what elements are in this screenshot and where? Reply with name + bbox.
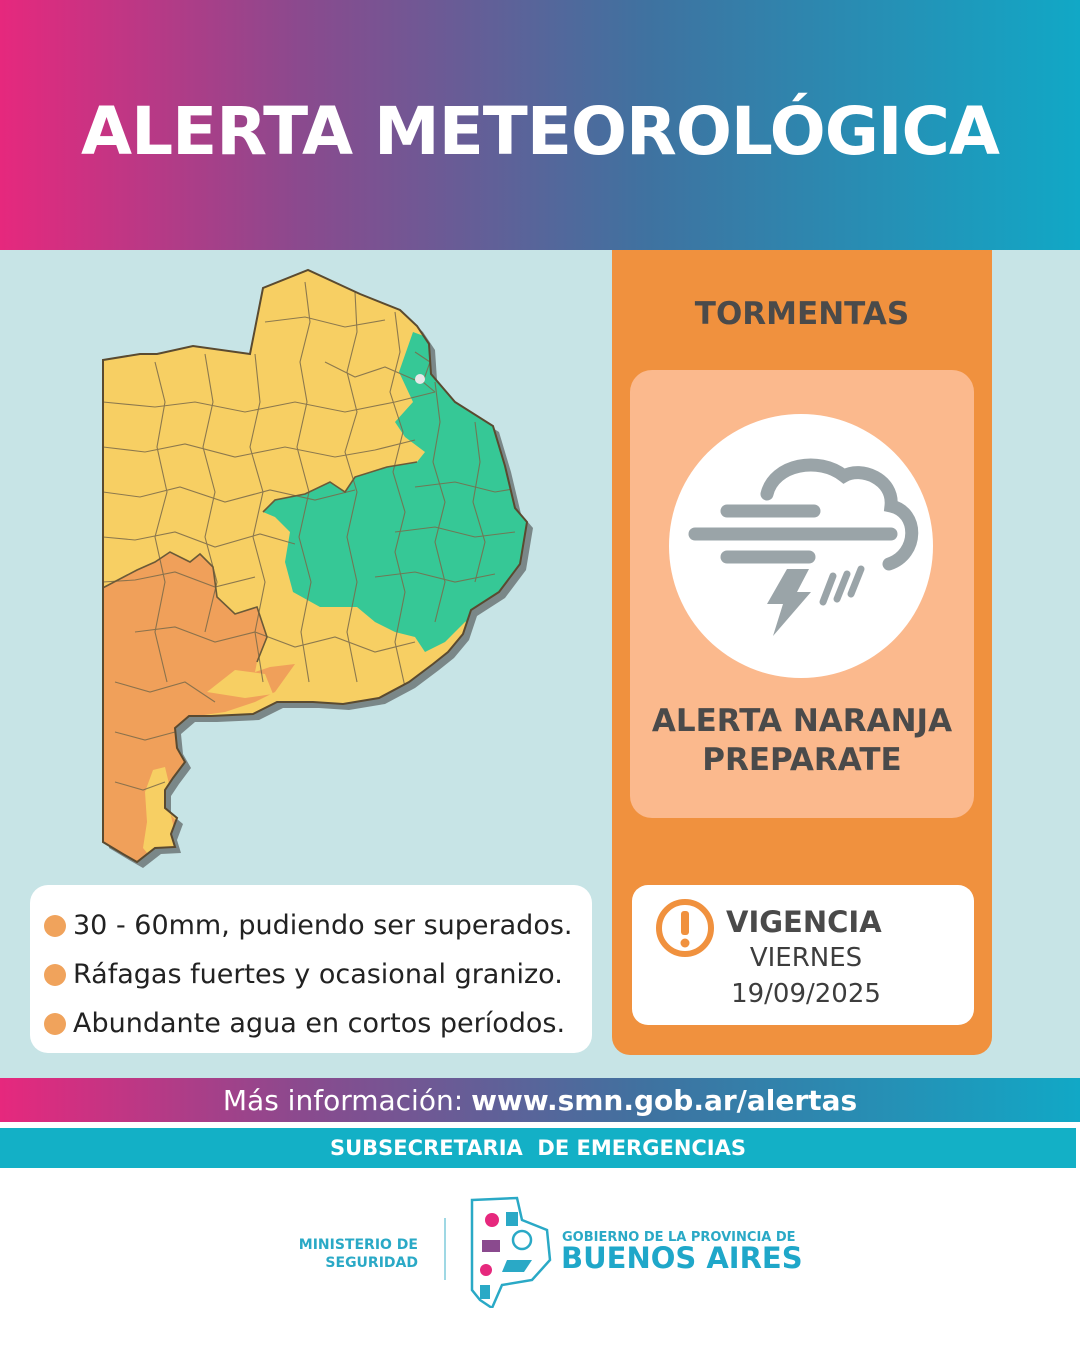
validity-day: VIERNES <box>749 943 863 973</box>
bullet-dot-icon <box>44 1013 66 1035</box>
storm-icon-circle <box>669 414 933 678</box>
province-logo-icon <box>462 1190 554 1308</box>
validity-title: VIGENCIA <box>726 905 882 939</box>
bullet-dot-icon <box>44 964 66 986</box>
province-map <box>95 262 535 882</box>
bullet-dot-icon <box>44 915 66 937</box>
validity-date: 19/09/2025 <box>731 979 881 1009</box>
capital-marker <box>415 374 425 384</box>
more-info-link[interactable]: www.smn.gob.ar/alertas <box>471 1083 858 1117</box>
footer <box>0 1170 1080 1350</box>
detail-item <box>44 999 592 1048</box>
warning-icon <box>654 897 716 959</box>
alert-level-line: ALERTA NARANJA <box>651 703 953 739</box>
ministry-line: SEGURIDAD <box>325 1255 418 1271</box>
more-info-label: Más información: <box>222 1083 464 1117</box>
alert-level-text <box>630 702 974 780</box>
details-card <box>30 885 592 1053</box>
ministry-line: MINISTERIO DE <box>298 1237 418 1253</box>
detail-text: Abundante agua en cortos períodos. <box>73 1008 566 1039</box>
ministry-name <box>270 1236 418 1272</box>
storm-cloud-icon <box>669 414 933 678</box>
more-info-bar <box>0 1078 1080 1122</box>
province-name: BUENOS AIRES <box>561 1241 803 1275</box>
alert-panel <box>612 250 992 1055</box>
subsecretaria-bar <box>0 1128 1076 1168</box>
detail-text: 30 - 60mm, pudiendo ser superados. <box>73 910 573 941</box>
alert-level-card <box>630 370 974 818</box>
detail-text: Ráfagas fuertes y ocasional granizo. <box>73 959 563 990</box>
detail-item <box>44 950 592 999</box>
phenomenon-title: TORMENTAS <box>694 296 910 332</box>
page-title: ALERTA METEOROLÓGICA <box>81 92 999 170</box>
header-banner <box>0 0 1080 250</box>
validity-card <box>632 885 974 1025</box>
footer-divider <box>444 1218 446 1280</box>
government-line: GOBIERNO DE LA PROVINCIA DE <box>562 1230 796 1245</box>
subsecretaria-label: SUBSECRETARIA DE EMERGENCIAS <box>330 1136 746 1160</box>
detail-item <box>44 901 592 950</box>
alert-action-line: PREPARATE <box>702 742 902 778</box>
